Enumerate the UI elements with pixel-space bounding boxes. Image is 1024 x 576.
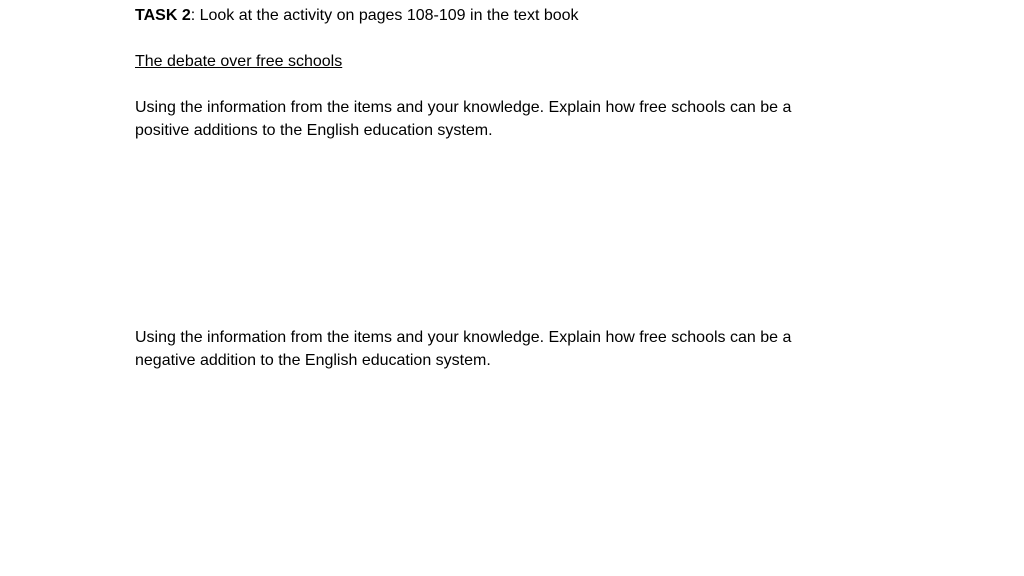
section-title: The debate over free schools [135, 53, 343, 70]
question-positive [135, 96, 895, 142]
task-instruction [135, 4, 895, 27]
question-positive-line-2: positive additions to the English education system. [135, 122, 493, 139]
question-negative-line-2: negative addition to the English education system. [135, 352, 491, 369]
task-text: : Look at the activity on pages 108-109 in the text book [190, 7, 579, 24]
question-positive-line-1: Using the information from the items and your knowledge. Explain how free schools can be a [135, 99, 792, 116]
question-negative [135, 326, 895, 372]
question-negative-line-1: Using the information from the items and your knowledge. Explain how free schools can be a [135, 329, 792, 346]
task-label: TASK 2 [135, 7, 191, 24]
